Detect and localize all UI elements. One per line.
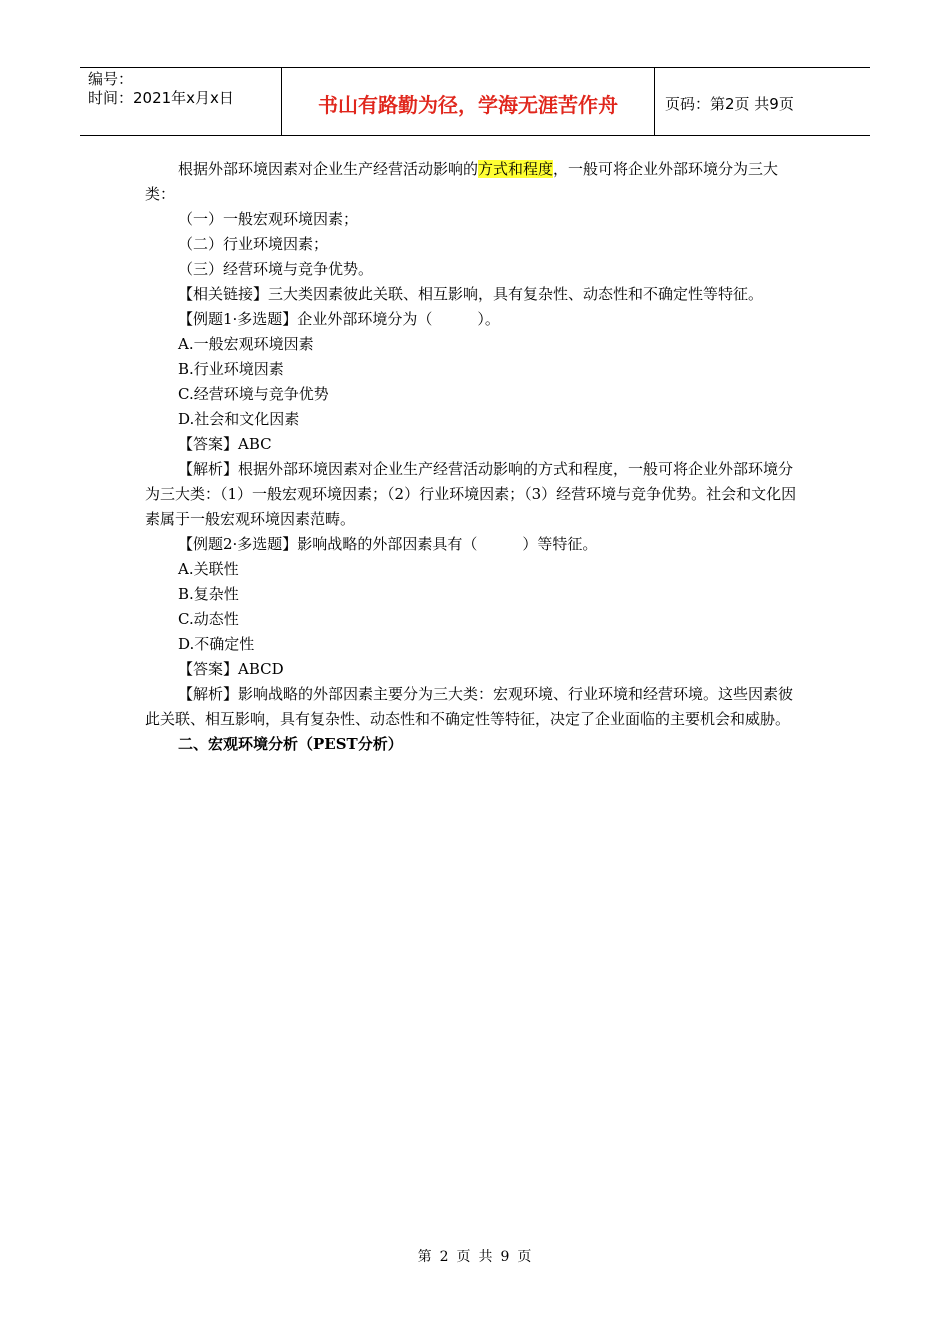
header-meta <box>80 68 282 135</box>
category-item: （一）一般宏观环境因素； <box>178 210 359 228</box>
example-1-option: D.社会和文化因素 <box>178 410 300 428</box>
category-item: （三）经营环境与竞争优势。 <box>178 260 374 278</box>
document-number-label: 编号： <box>88 70 134 88</box>
category-item: （二）行业环境因素； <box>178 235 329 253</box>
example-1-option: C.经营环境与竞争优势 <box>178 385 329 403</box>
footer-text: 页 <box>517 1249 533 1265</box>
intro-paragraph <box>145 157 807 207</box>
example-1-answer: 【答案】ABC <box>178 435 272 453</box>
example-2-option: C.动态性 <box>178 610 239 628</box>
example-2-option: D.不确定性 <box>178 635 255 653</box>
footer-total-pages: 9 <box>500 1249 511 1265</box>
section-heading: 二、宏观环境分析（PEST分析） <box>178 735 403 753</box>
example-1-analysis: 【解析】根据外部环境因素对企业生产经营活动影响的方式和程度，一般可将企业外部环境分为三大类：（1）一般宏观环境因素；（2）行业环境因素；（3）经营环境与竞争优势。社会和文化因素属于一般宏观环境因素范畴。 <box>145 460 797 528</box>
example-1-option: A.一般宏观环境因素 <box>178 335 314 353</box>
header-motto: 书山有路勤为径，学海无涯苦作舟 <box>282 68 655 135</box>
example-1-question: 【例题1·多选题】企业外部环境分为（ ）。 <box>178 310 500 328</box>
page-footer <box>0 1246 950 1266</box>
example-2-question: 【例题2·多选题】影响战略的外部因素具有（ ）等特征。 <box>178 535 598 553</box>
example-2-option: B.复杂性 <box>178 585 239 603</box>
footer-text: 页 <box>456 1249 472 1265</box>
example-1-option: B.行业环境因素 <box>178 360 284 378</box>
page-header <box>80 67 870 136</box>
footer-current-page: 2 <box>439 1249 450 1265</box>
intro-text-after: ，一般可将企业外部环境分为三大类： <box>145 160 779 203</box>
footer-text: 共 <box>478 1249 494 1265</box>
example-2-option: A.关联性 <box>178 560 239 578</box>
document-time-label: 时间：2021年x月x日 <box>88 89 234 107</box>
example-2-analysis: 【解析】影响战略的外部因素主要分为三大类：宏观环境、行业环境和经营环境。这些因素彼此关联、相互影响，具有复杂性、动态性和不确定性等特征，决定了企业面临的主要机会和威胁。 <box>145 685 794 728</box>
header-page-info: 页码：第2页 共9页 <box>665 94 794 113</box>
document-body <box>145 157 807 757</box>
highlighted-phrase: 方式和程度 <box>478 160 554 178</box>
example-2-answer: 【答案】ABCD <box>178 660 284 678</box>
intro-text-before: 根据外部环境因素对企业生产经营活动影响的 <box>178 160 479 178</box>
footer-text: 第 <box>417 1249 433 1265</box>
related-link-note: 【相关链接】三大类因素彼此关联、相互影响，具有复杂性、动态性和不确定性等特征。 <box>178 285 764 303</box>
